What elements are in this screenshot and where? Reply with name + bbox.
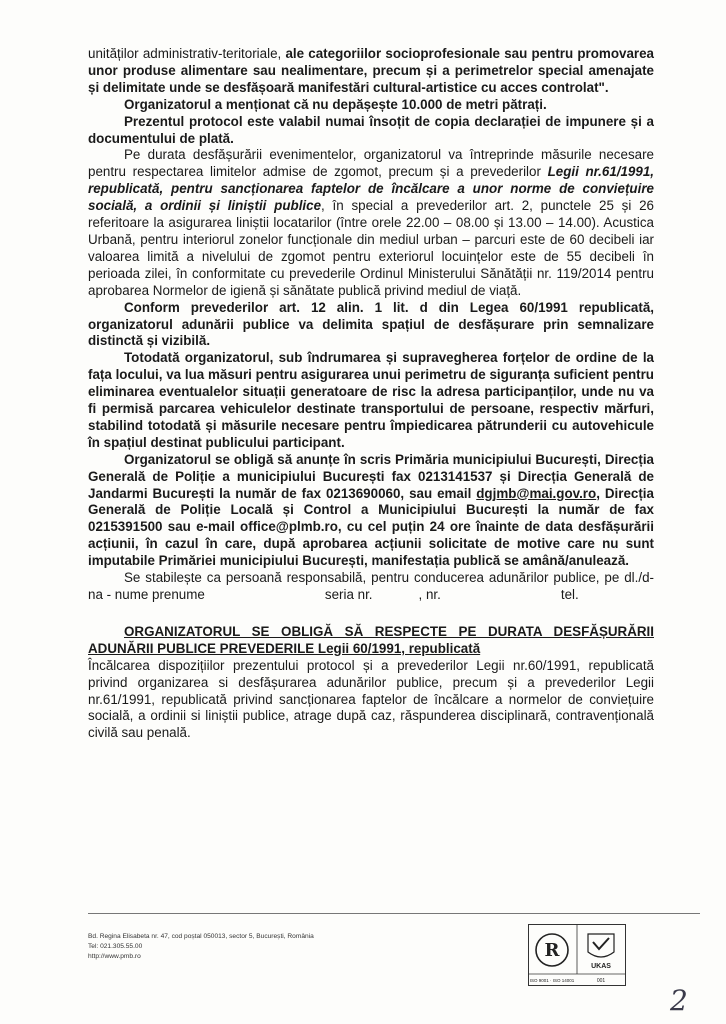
email-link[interactable]: dgjmb@mai.gov.ro (476, 485, 597, 501)
document-body (88, 46, 654, 742)
paragraph-8: Se stabilește ca persoană responsabilă, pentru conducerea adunărilor publice, pe dl./d-na - nume prenume seria nr. , nr. tel. (88, 570, 654, 602)
svg-text:R: R (544, 940, 560, 961)
paragraph-4: Pe durata desfășurării evenimentelor, organizatorul va întreprinde măsurile necesare pentru respectarea limitelor admise de zgomot, precum și a prevederilor Legii nr.61/1991, republicată, pentru sancționarea faptelor de încălcare a unor norme de conviețuire socială, a ordinii și liniștii publice, în special a prevederilor art. 2, punctele 25 și 26 referitoare la asigurarea liniștii locatarilor (între orele 22.00 – 08.00 și 13.00 – 14.00). Acustica Urbană, pentru interiorul zonelor funcționale din mediul urban – parcuri este de 60 decibeli iar valoarea limită a nivelului de zgomot pentru exteriorul locuințelor este de 55 decibeli în perioada zilei, în conformitate cu prevederile Ordinul Ministerului Sănătății nr. 119/2014 pentru aprobarea Normelor de igienă și sănătate publică privind mediul de viață. (88, 147, 655, 298)
page-number: 2 (670, 984, 688, 1017)
svg-text:ISO 9001 · ISO 14001: ISO 9001 · ISO 14001 (529, 978, 575, 983)
footer-phone: Tel: 021.305.55.00 (88, 943, 143, 950)
obligations-heading: ORGANIZATORUL SE OBLIGĂ SĂ RESPECTE PE DURATA DESFĂȘURĂRII ADUNĂRII PUBLICE PREVEDERILE Legii 60/1991, republicată (88, 623, 654, 656)
paragraph-3: Prezentul protocol este valabil numai însoțit de copia declarației de impunere și a documentului de plată. (88, 113, 654, 146)
paragraph-5: Conform prevederilor art. 12 alin. 1 lit. d din Legea 60/1991 republicată, organizatorul adunării publice va delimita spațiul de desfășurare prin semnalizare distinctă și vizibilă. (88, 299, 654, 349)
paragraph-9: Încălcarea dispozițiilor prezentului protocol și a prevederilor Legii nr.60/1991, republicată privind organizarea si desfășurarea adunărilor publice, precum și a prevederilor Legii nr.61/1991, republicată privind sancționarea faptelor de încălcare a normelor de conviețuire socială, a ordinii si liniștii publice, atrage după caz, răspunderea disciplinară, contravențională civilă sau penală. (88, 657, 654, 741)
paragraph-6: Totodată organizatorul, sub îndrumarea și supravegherea forțelor de ordine de la fața locului, va lua măsuri pentru asigurarea unui perimetru de siguranța suficient pentru eliminarea eventualelor situații generatoare de risc la adresa participanților, unde nu va fi permisă parcarea vehiculelor destinate transportului de persoane, respectiv mărfuri, stabilind totodată și măsurile necesare pentru împiedicarea pătrunderii cu autovehicule în spațiul destinat publicului participant. (88, 350, 654, 450)
svg-text:001: 001 (596, 978, 606, 984)
footer-web[interactable]: http://www.pmb.ro (88, 953, 141, 960)
footer-divider (88, 913, 700, 914)
certification-logo (528, 924, 626, 986)
svg-text:UKAS: UKAS (591, 963, 611, 970)
footer (88, 932, 408, 962)
paragraph-2: Organizatorul a menționat că nu depășește 10.000 de metri pătrați. (124, 96, 547, 112)
footer-address: Bd. Regina Elisabeta nr. 47, cod poștal 050013, sector 5, București, România (88, 933, 314, 940)
paragraph-7: Organizatorul se obligă să anunțe în scris Primăria municipiului București, Direcția Generală de Poliție a municipiului București fax 0213141537 și Direcția Generală de Jandarmi București la număr de fax 0213690060, sau email dgjmb@mai.gov.ro, Direcția Generală de Poliție Locală și Control a Municipiului București la număr de fax 0215391500 sau e-mail office@plmb.ro, cu cel puțin 24 ore înainte de data desfășurării acțiunii, în cazul în care, după aprobarea acțiunii solicitate de motive care nu sunt imputabile Primăriei municipiului București, manifestația publică se amână/anulează. (88, 451, 654, 569)
paragraph-1: unităților administrativ-teritoriale, ale categoriilor socioprofesionale sau pentru promovarea unor produse alimentare sau nealimentare, precum și a perimetrelor special amenajate și delimitate unde se desfășoară manifestări cultural-artistice cu acces controlat". (88, 46, 655, 95)
certification-seal-icon (528, 924, 626, 986)
